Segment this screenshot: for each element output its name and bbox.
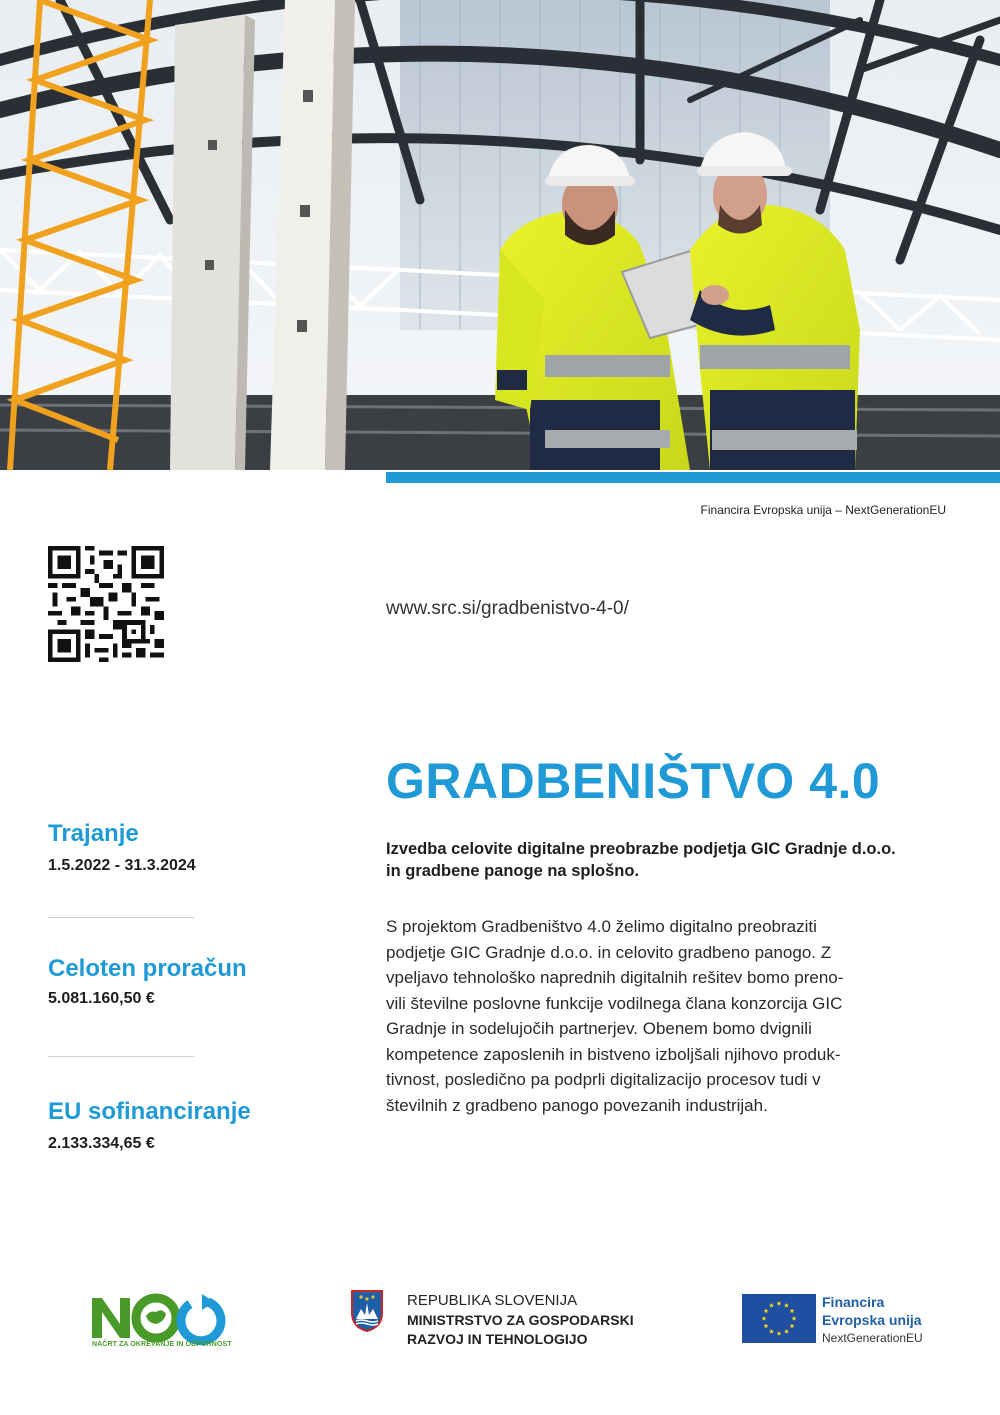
hero-photo bbox=[0, 0, 1000, 470]
accent-bar bbox=[386, 472, 1000, 483]
body-line: vpeljavo tehnološko naprednih digitalnih rešitev bomo preno- bbox=[386, 968, 844, 987]
ministry-label-line2: RAZVOJ IN TEHNOLOGIJO bbox=[407, 1331, 588, 1347]
divider bbox=[48, 917, 194, 918]
duration-label: Trajanje bbox=[48, 820, 139, 847]
body-paragraph bbox=[386, 914, 956, 1118]
funding-notice: Financira Evropska unija – NextGenerationEU bbox=[700, 503, 946, 517]
eu-funded-label: Financira bbox=[822, 1294, 885, 1310]
lead-paragraph: Izvedba celovite digitalne preobrazbe podjetja GIC Gradnje d.o.o. in gradbene panoge na splošno. bbox=[386, 840, 896, 880]
eu-union-label: Evropska unija bbox=[822, 1312, 922, 1328]
body-line: kompetence zaposlenih in bistveno izboljšali njihovo produk- bbox=[386, 1044, 841, 1064]
budget-label: Celoten proračun bbox=[48, 955, 247, 982]
eu-flag-icon bbox=[742, 1294, 816, 1343]
ministry-label-line1: MINISTRSTVO ZA GOSPODARSKI bbox=[407, 1312, 634, 1328]
body-line: S projektom Gradbeništvo 4.0 želimo digitalno preobraziti bbox=[386, 917, 817, 936]
body-line: vili številne poslovne funkcije vodilnega člana konzorcija GIC bbox=[386, 993, 843, 1013]
divider bbox=[48, 1056, 194, 1057]
eu-cofinancing-label: EU sofinanciranje bbox=[48, 1098, 251, 1125]
slovenia-crest-icon bbox=[350, 1289, 384, 1333]
nextgeneration-label: NextGenerationEU bbox=[822, 1331, 923, 1345]
body-line: podjetje GIC Gradnje d.o.o. in celovito gradbeno panogo. Z bbox=[386, 942, 832, 962]
project-url-link[interactable]: www.src.si/gradbenistvo-4-0/ bbox=[386, 598, 629, 619]
body-line: Gradnje in sodelujočih partnerjev. Obenem bomo dvignili bbox=[386, 1019, 812, 1038]
body-line: številnih z gradbeno panogo povezanih industrijah. bbox=[386, 1095, 768, 1115]
duration-value: 1.5.2022 - 31.3.2024 bbox=[48, 857, 196, 874]
noo-caption: NAČRT ZA OKREVANJE IN ODPORNOST bbox=[92, 1341, 232, 1348]
eu-cofinancing-value: 2.133.334,65 € bbox=[48, 1135, 155, 1152]
page-title: GRADBENIŠTVO 4.0 bbox=[386, 753, 881, 809]
budget-value: 5.081.160,50 € bbox=[48, 990, 155, 1007]
body-line: tivnost, posledično pa podprli digitalizacijo procesov tudi v bbox=[386, 1070, 821, 1089]
qr-code-icon[interactable] bbox=[48, 546, 164, 662]
republic-label: REPUBLIKA SLOVENIJA bbox=[407, 1292, 578, 1309]
